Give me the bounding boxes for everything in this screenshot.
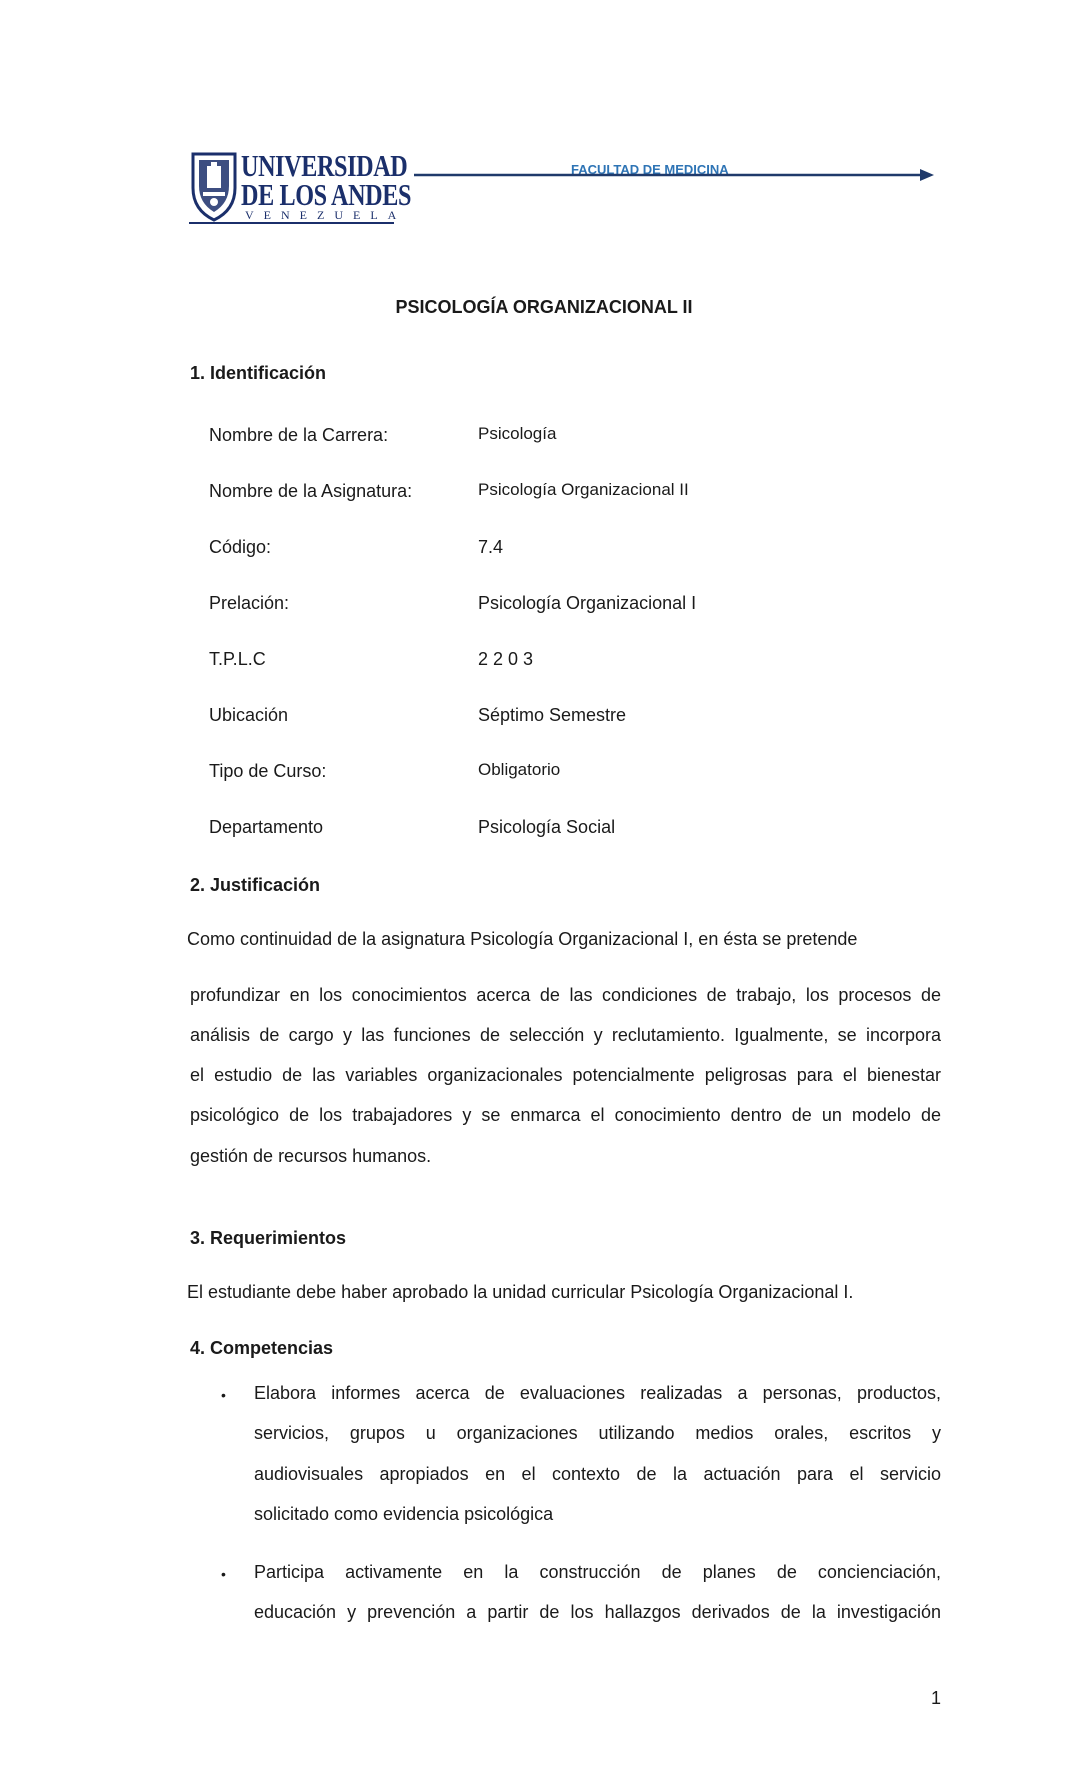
field-label-carrera: Nombre de la Carrera: — [209, 425, 389, 445]
competencia-line: servicios, grupos u organizaciones utilizando medios orales, escritos y — [254, 1423, 941, 1443]
justificacion-line: Como continuidad de la asignatura Psicología Organizacional I, en ésta se pretende — [187, 929, 858, 949]
university-crest-icon — [189, 148, 239, 222]
page-number: 1 — [931, 1688, 942, 1708]
requerimientos-text: El estudiante debe haber aprobado la unidad curricular Psicología Organizacional I. — [187, 1282, 854, 1302]
field-value-prelacion: Psicología Organizacional I — [478, 593, 697, 613]
competencia-line: solicitado como evidencia psicológica — [254, 1504, 554, 1524]
section-heading-justificacion: 2. Justificación — [190, 875, 321, 895]
faculty-label: FACULTAD DE MEDICINA — [571, 162, 729, 177]
field-label-tipo-curso: Tipo de Curso: — [209, 761, 327, 781]
field-label-codigo: Código: — [209, 537, 272, 557]
section-heading-competencias: 4. Competencias — [190, 1338, 334, 1358]
competencia-line: audiovisuales apropiados en el contexto de la actuación para el servicio — [254, 1464, 941, 1484]
field-value-departamento: Psicología Social — [478, 817, 616, 837]
field-value-asignatura: Psicología Organizacional II — [478, 480, 689, 499]
competencia-line: Participa activamente en la construcción de planes de concienciación, — [254, 1562, 941, 1582]
field-label-ubicacion: Ubicación — [209, 705, 289, 725]
field-value-tplc: 2 2 0 3 — [478, 649, 534, 669]
field-value-carrera: Psicología — [478, 424, 557, 443]
field-value-ubicacion: Séptimo Semestre — [478, 705, 627, 725]
section-heading-identificacion: 1. Identificación — [190, 363, 327, 383]
competencia-line: Elabora informes acerca de evaluaciones realizadas a personas, productos, — [254, 1383, 941, 1403]
justificacion-line: psicológico de los trabajadores y se enmarca el conocimiento dentro de un modelo de — [190, 1105, 941, 1125]
logo-line-3: VENEZUELA — [245, 208, 407, 222]
logo-underline — [189, 222, 394, 224]
justificacion-line: profundizar en los conocimientos acerca de las condiciones de trabajo, los procesos de — [190, 985, 941, 1005]
competencia-line: educación y prevención a partir de los hallazgos derivados de la investigación — [254, 1602, 941, 1622]
bullet-icon: • — [221, 1387, 226, 1403]
bullet-icon: • — [221, 1566, 226, 1582]
justificacion-line: análisis de cargo y las funciones de selección y reclutamiento. Igualmente, se incorpora — [190, 1025, 941, 1045]
logo-line-1: UNIVERSIDAD — [241, 148, 408, 183]
justificacion-line: el estudio de las variables organizacionales potencialmente peligrosas para el bienestar — [190, 1065, 941, 1085]
logo-line-2: DE LOS ANDES — [241, 177, 412, 212]
field-label-departamento: Departamento — [209, 817, 324, 837]
field-label-asignatura: Nombre de la Asignatura: — [209, 481, 413, 501]
university-logo — [189, 148, 412, 224]
document-title: PSICOLOGÍA ORGANIZACIONAL II — [395, 297, 693, 317]
field-value-codigo: 7.4 — [478, 537, 504, 557]
section-heading-requerimientos: 3. Requerimientos — [190, 1228, 347, 1248]
field-label-tplc: T.P.L.C — [209, 649, 266, 669]
justificacion-line: gestión de recursos humanos. — [190, 1146, 432, 1166]
field-value-tipo-curso: Obligatorio — [478, 760, 561, 779]
field-label-prelacion: Prelación: — [209, 593, 290, 613]
header-arrow-icon — [414, 167, 934, 183]
